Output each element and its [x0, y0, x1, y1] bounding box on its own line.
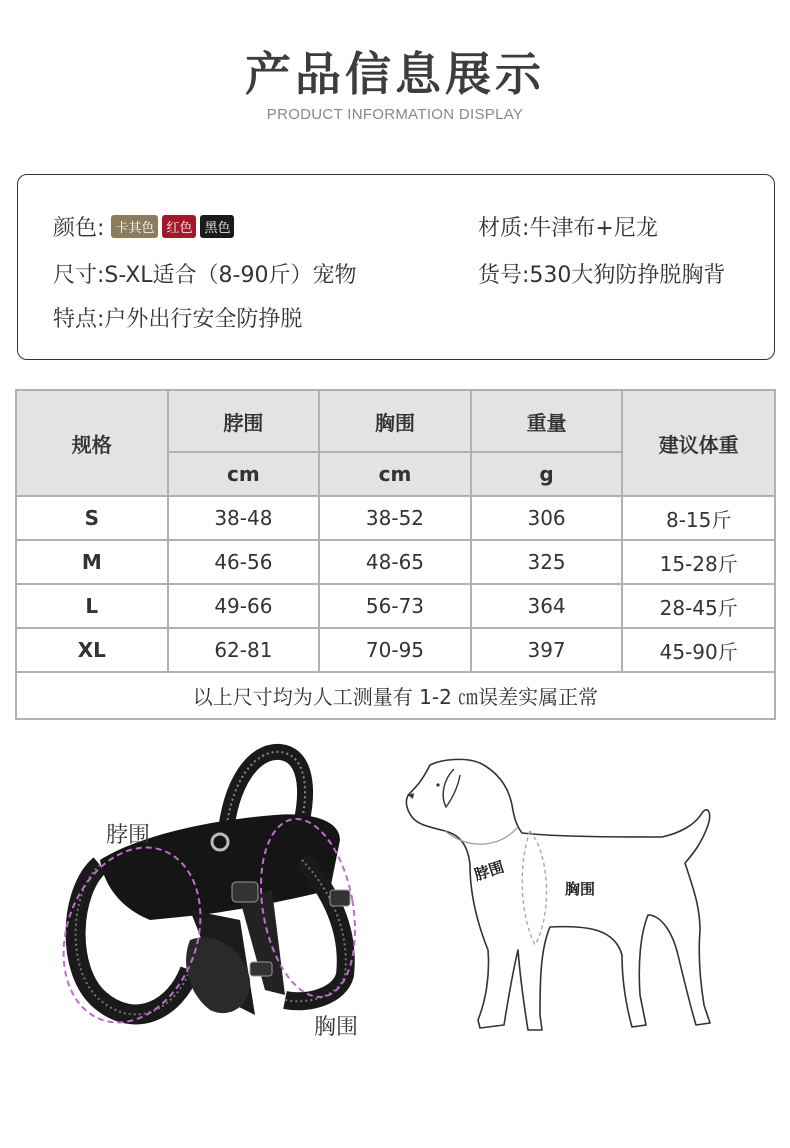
cell-suggest: 28-45斤: [622, 584, 775, 628]
unit-weight: g: [471, 452, 623, 496]
table-note: 以上尺寸均为人工测量有 1-2 ㎝误差实属正常: [16, 672, 775, 719]
dog-outline-illustration: [400, 755, 730, 1045]
cell-weight: 306: [471, 496, 623, 540]
color-tag-khaki: 卡其色: [111, 215, 158, 238]
dog-chest-label: 胸围: [565, 880, 596, 898]
col-header-suggest: 建议体重: [622, 390, 775, 496]
color-tag-black: 黑色: [200, 215, 234, 238]
cell-suggest: 15-28斤: [622, 540, 775, 584]
cell-suggest: 8-15斤: [622, 496, 775, 540]
cell-neck: 46-56: [168, 540, 320, 584]
cell-weight: 325: [471, 540, 623, 584]
cell-neck: 62-81: [168, 628, 320, 672]
harness-illustration: [40, 740, 380, 1040]
cell-chest: 70-95: [319, 628, 471, 672]
color-tag-red: 红色: [162, 215, 196, 238]
cell-size: L: [16, 584, 168, 628]
cell-size: S: [16, 496, 168, 540]
col-header-chest: 胸围: [319, 390, 471, 452]
unit-neck: cm: [168, 452, 320, 496]
col-header-spec: 规格: [16, 390, 168, 496]
table-row: [16, 584, 775, 628]
material-text: 材质:牛津布+尼龙: [478, 216, 658, 241]
table-row: [16, 540, 775, 584]
cell-suggest: 45-90斤: [622, 628, 775, 672]
col-header-neck: 脖围: [168, 390, 320, 452]
sku-text: 货号:530大狗防挣脱胸背: [478, 263, 726, 288]
table-row: [16, 628, 775, 672]
cell-weight: 364: [471, 584, 623, 628]
cell-size: XL: [16, 628, 168, 672]
cell-chest: 48-65: [319, 540, 471, 584]
harness-neck-label: 脖围: [106, 823, 151, 848]
table-row: [16, 496, 775, 540]
cell-neck: 49-66: [168, 584, 320, 628]
dog-neck-label: 脖围: [472, 857, 507, 885]
harness-chest-label: 胸围: [314, 1015, 359, 1040]
page-title: 产品信息展示: [245, 47, 545, 101]
page-subtitle: PRODUCT INFORMATION DISPLAY: [266, 106, 524, 123]
size-text: 尺寸:S-XL适合（8-90斤）宠物: [53, 263, 357, 288]
unit-chest: cm: [319, 452, 471, 496]
cell-chest: 56-73: [319, 584, 471, 628]
cell-neck: 38-48: [168, 496, 320, 540]
color-row: [53, 211, 238, 242]
col-header-weight: 重量: [471, 390, 623, 452]
product-info-box: [17, 174, 775, 360]
feature-text: 特点:户外出行安全防挣脱: [53, 307, 303, 332]
cell-weight: 397: [471, 628, 623, 672]
cell-chest: 38-52: [319, 496, 471, 540]
cell-size: M: [16, 540, 168, 584]
color-label: 颜色:: [53, 216, 105, 241]
size-table: [15, 389, 776, 720]
